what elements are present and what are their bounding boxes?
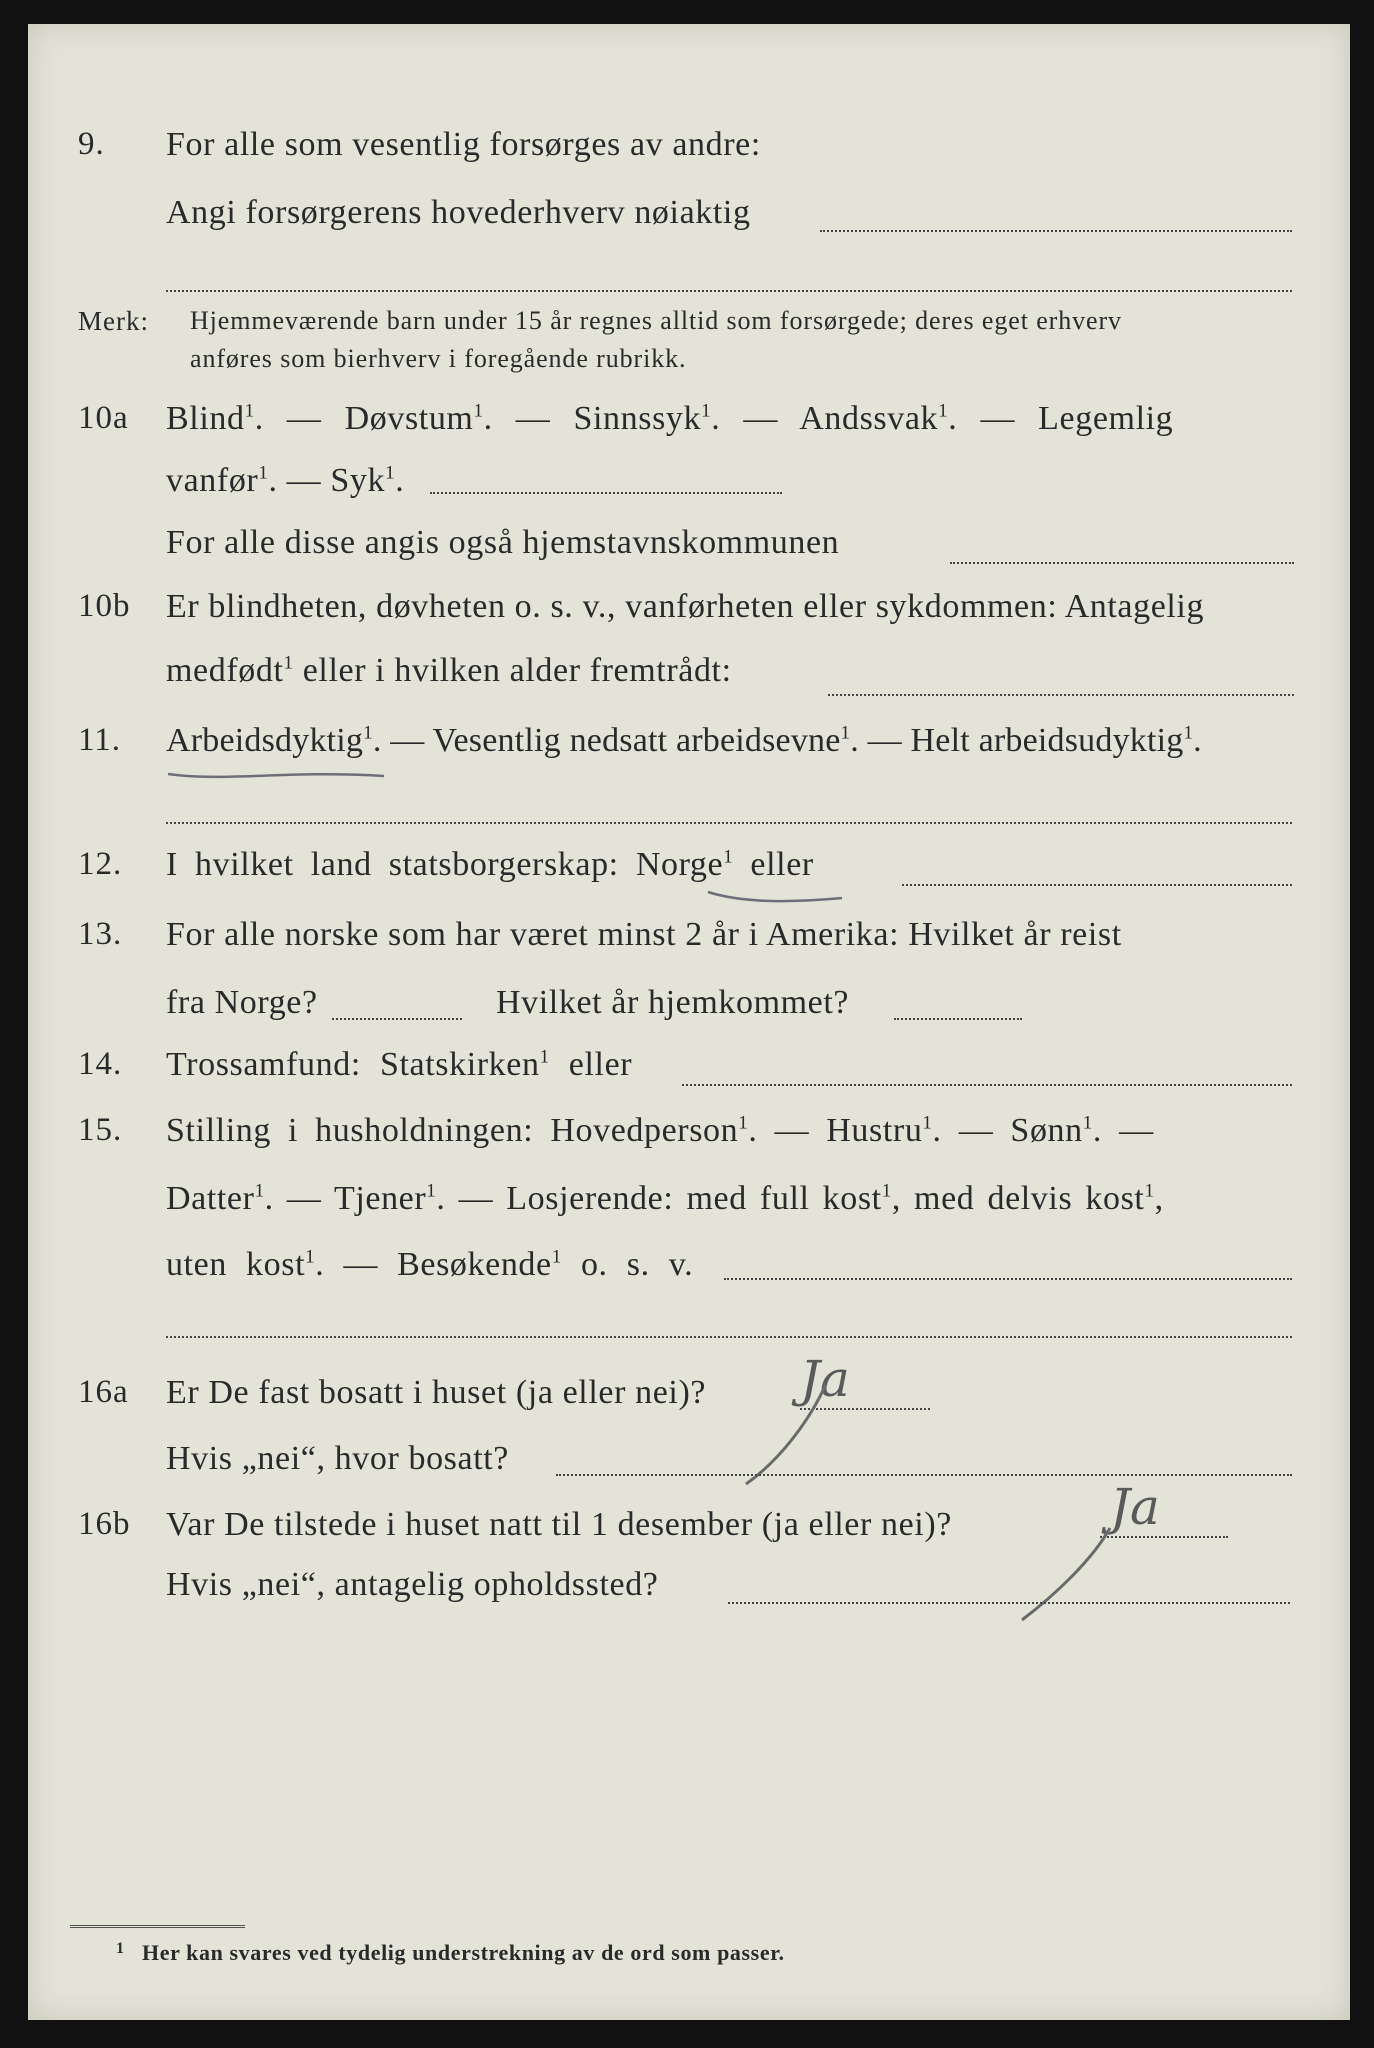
option-nedsatt[interactable]: — Vesentlig nedsatt arbeidsevne xyxy=(390,722,841,759)
option-hovedperson[interactable]: Stilling i husholdningen: Hovedperson xyxy=(166,1112,739,1149)
q11-number: 11. xyxy=(78,722,122,758)
option-statskirken[interactable]: Statskirken xyxy=(379,1046,540,1083)
q15-line2 xyxy=(0,1180,1374,1234)
q16b-text: Var De tilstede i huset natt til 1 desember (ja eller nei)? xyxy=(166,1506,952,1543)
q14-text: Trossamfund: Statskirken$^1$ eller xyxy=(166,1046,633,1083)
underline-arbeidsdyktig xyxy=(166,760,386,784)
q10b-text-2: medfødt$^1$ eller i hvilken alder fremtrådt: xyxy=(166,652,732,689)
q10b-line1 xyxy=(0,588,1374,642)
q16b-line2 xyxy=(0,1566,1374,1620)
q13-line1 xyxy=(0,916,1374,970)
footnote-text: Her kan svares ved tydelig understrekning av de ord som passer. xyxy=(142,1940,785,1965)
option-legemlig[interactable]: — Legemlig xyxy=(980,400,1174,437)
q10b-text: Er blindheten, døvheten o. s. v., vanførheten eller sykdommen: Antagelig xyxy=(166,588,1205,625)
q10a-answer-line[interactable] xyxy=(430,492,782,494)
q16a-line1 xyxy=(0,1374,1374,1428)
q10a-number: 10a xyxy=(78,400,129,436)
q16a-text-2: Hvis „nei“, hvor bosatt? xyxy=(166,1440,509,1477)
footnote-mark: 1 xyxy=(116,1940,124,1957)
option-medfodt[interactable]: medfødt xyxy=(166,652,284,689)
q13-text: For alle norske som har været minst 2 år i Amerika: Hvilket år reist xyxy=(166,916,1122,953)
option-andssvak[interactable]: — Andssvak xyxy=(743,400,939,437)
option-besokende[interactable]: — Besøkende xyxy=(343,1246,552,1283)
option-sinnssyk[interactable]: — Sinnssyk xyxy=(515,400,702,437)
q10b-line2 xyxy=(0,652,1374,706)
q16b-answer-line[interactable] xyxy=(1100,1536,1228,1538)
q13-reist-line[interactable] xyxy=(332,1018,462,1020)
option-norge[interactable]: Norge xyxy=(635,846,724,883)
q13-hjemkommet-line[interactable] xyxy=(894,1018,1022,1020)
q15-answer-line[interactable] xyxy=(724,1278,1292,1280)
merk-line2 xyxy=(0,344,1374,398)
q10a-line1 xyxy=(0,400,1374,454)
underline-norge xyxy=(706,884,846,908)
q16b-opholdssted-line[interactable] xyxy=(728,1602,1290,1604)
q13-number: 13. xyxy=(78,916,123,952)
q15-options-2: Datter$^1$. — Tjener$^1$. — Losjerende: med full kost$^1$, med delvis kost$^1$, xyxy=(166,1180,1164,1217)
q16b-text-2: Hvis „nei“, antagelig opholdssted? xyxy=(166,1566,659,1603)
q12-number: 12. xyxy=(78,846,123,882)
q9-answer-line-2[interactable] xyxy=(166,290,1292,292)
q10b-answer-line[interactable] xyxy=(828,694,1294,696)
q15-answer-line-2[interactable] xyxy=(166,1336,1292,1338)
q10a-line2 xyxy=(0,462,1374,516)
q12-answer-line[interactable] xyxy=(902,884,1292,886)
option-tjener[interactable]: — Tjener xyxy=(286,1180,427,1217)
q16a-bosatt-line[interactable] xyxy=(556,1474,1292,1476)
option-losjerende-delvis[interactable]: , med delvis kost xyxy=(891,1180,1145,1217)
q16a-handwritten-answer: Ja xyxy=(800,1350,850,1408)
q13-line2 xyxy=(0,984,1374,1038)
option-udyktig[interactable]: — Helt arbeidsudyktig xyxy=(867,722,1184,759)
option-vanfor[interactable]: vanfør xyxy=(166,462,259,499)
q9-line1 xyxy=(0,126,1374,180)
q16a-number: 16a xyxy=(78,1374,129,1410)
q14-number: 14. xyxy=(78,1046,123,1082)
q16a-text: Er De fast bosatt i huset (ja eller nei)? xyxy=(166,1374,707,1411)
q14-answer-line[interactable] xyxy=(682,1084,1292,1086)
q16b-number: 16b xyxy=(78,1506,131,1542)
q10a-hjemstavn-line[interactable] xyxy=(950,562,1294,564)
q13-text-3: Hvilket år hjemkommet? xyxy=(496,984,850,1021)
q9-answer-line[interactable] xyxy=(820,230,1292,232)
q10a-options: Blind$^1$. — Døvstum$^1$. — Sinnssyk$^1$. — Andssvak$^1$. — Legemlig xyxy=(166,400,1174,437)
q15-number: 15. xyxy=(78,1112,123,1148)
q15-options-3: uten kost$^1$. — Besøkende$^1$ o. s. v. xyxy=(166,1246,694,1283)
q9-number: 9. xyxy=(78,126,105,162)
q12-text: I hvilket land statsborgerskap: Norge$^1$ eller xyxy=(166,846,814,883)
q15-line3 xyxy=(0,1246,1374,1300)
q9-line2 xyxy=(0,194,1374,248)
q16a-line2 xyxy=(0,1440,1374,1494)
merk-text: Hjemmeværende barn under 15 år regnes alltid som forsørgede; deres eget erhverv xyxy=(190,306,1122,335)
q9-text: For alle som vesentlig forsørges av andre: xyxy=(166,126,761,163)
q15-line1 xyxy=(0,1112,1374,1166)
q15-options: Stilling i husholdningen: Hovedperson$^1$. — Hustru$^1$. — Sønn$^1$. — xyxy=(166,1112,1154,1149)
q16b-line1 xyxy=(0,1506,1374,1560)
merk-text-2: anføres som bierhverv i foregående rubrikk. xyxy=(190,344,687,373)
q10a-line3 xyxy=(0,524,1374,578)
q10a-text-3: For alle disse angis også hjemstavnskommunen xyxy=(166,524,840,561)
option-syk[interactable]: — Syk xyxy=(286,462,386,499)
option-losjerende-full[interactable]: — Losjerende: med full kost xyxy=(458,1180,882,1217)
q16b-handwritten-answer: Ja xyxy=(1110,1478,1160,1536)
q14-line xyxy=(0,1046,1374,1100)
q12-line xyxy=(0,846,1374,900)
option-uten-kost[interactable]: uten kost xyxy=(166,1246,306,1283)
q10b-number: 10b xyxy=(78,588,131,624)
option-hustru[interactable]: — Hustru xyxy=(774,1112,923,1149)
option-datter[interactable]: Datter xyxy=(166,1180,255,1217)
q9-text-2: Angi forsørgerens hovederhverv nøiaktig xyxy=(166,194,751,231)
option-dovstum[interactable]: — Døvstum xyxy=(286,400,474,437)
footnote-rule xyxy=(70,1925,245,1928)
q11-options: Arbeidsdyktig$^1$. — Vesentlig nedsatt arbeidsevne$^1$. — Helt arbeidsudyktig$^1$. xyxy=(166,722,1202,759)
merk-label: Merk: xyxy=(78,306,149,336)
q10a-options-2: vanfør$^1$. — Syk$^1$. xyxy=(166,462,405,499)
q13-text-2: fra Norge? xyxy=(166,984,318,1021)
option-sonn[interactable]: — Sønn xyxy=(958,1112,1083,1149)
option-blind[interactable]: Blind xyxy=(166,400,245,437)
q11-answer-line[interactable] xyxy=(166,822,1292,824)
option-arbeidsdyktig[interactable]: Arbeidsdyktig xyxy=(166,722,364,759)
